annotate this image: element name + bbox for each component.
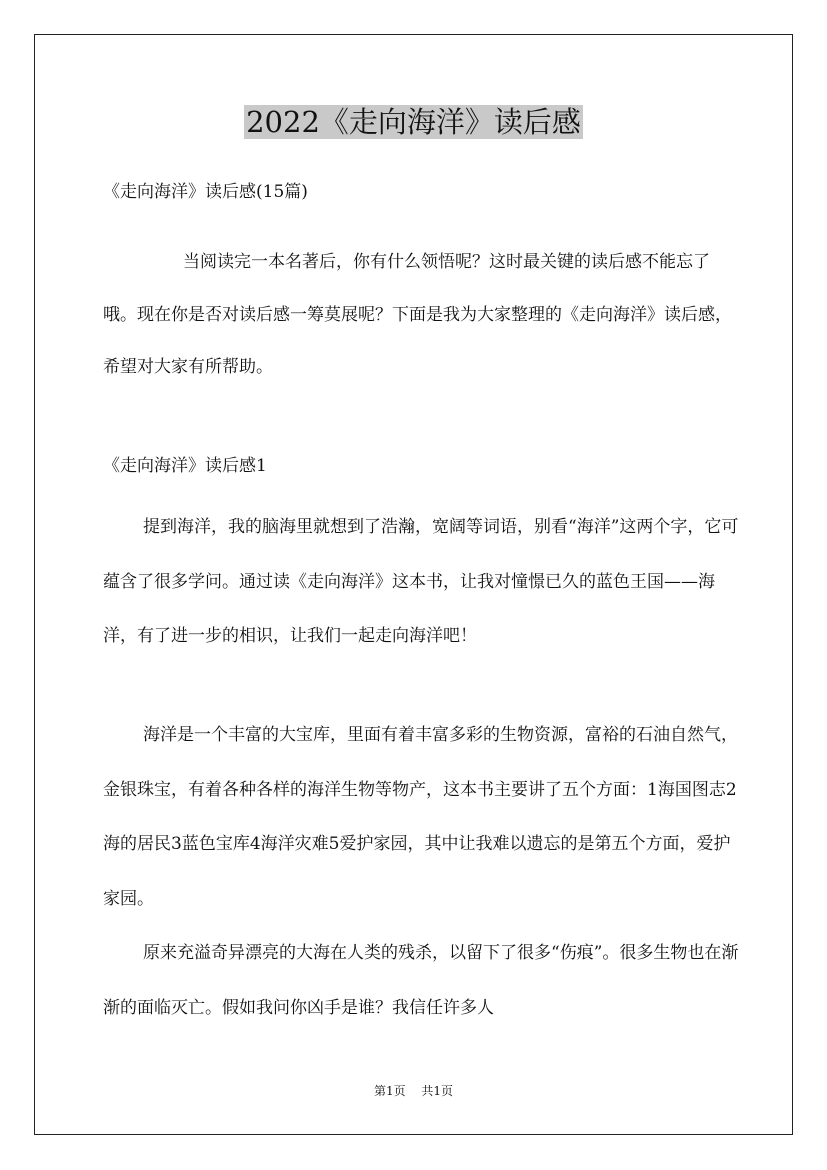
document-title-text: 2022《走向海洋》读后感 bbox=[246, 105, 581, 139]
document-subtitle: 《走向海洋》读后感(15篇) bbox=[103, 182, 308, 202]
intro-paragraph: 当阅读完一本名著后，你有什么领悟呢？这时最关键的读后感不能忘了哦。现在你是否对读后感一筹莫展呢？下面是我为大家整理的《走向海洋》读后感，希望对大家有所帮助。 bbox=[103, 252, 732, 377]
body-paragraph-2: 海洋是一个丰富的大宝库，里面有着丰富多彩的生物资源，富裕的石油自然气，金银珠宝，有着各种各样的海洋生物等物产，这本书主要讲了五个方面：1海国图志2海的居民3蓝色宝库4海洋灾难5爱护家园，其中让我难以遗忘的是第五个方面，爱护家园。 bbox=[103, 725, 738, 909]
page-total: 共1页 bbox=[421, 1084, 454, 1098]
section-heading: 《走向海洋》读后感1 bbox=[103, 456, 267, 476]
body-paragraph-1: 提到海洋，我的脑海里就想到了浩瀚，宽阔等词语，别看“海洋”这两个字，它可蕴含了很多学问。通过读《走向海洋》这本书，让我对憧憬已久的蓝色王国——海洋，有了进一步的相识，让我们一起走向海洋吧！ bbox=[103, 517, 739, 646]
page-number: 第1页 bbox=[373, 1084, 406, 1098]
body-paragraph-3: 原来充溢奇异漂亮的大海在人类的残杀，以留下了很多“伤痕”。很多生物也在渐渐的面临灭亡。假如我问你凶手是谁？我信任许多人 bbox=[103, 943, 739, 1018]
document-title bbox=[0, 100, 827, 144]
page-footer bbox=[0, 1083, 827, 1099]
